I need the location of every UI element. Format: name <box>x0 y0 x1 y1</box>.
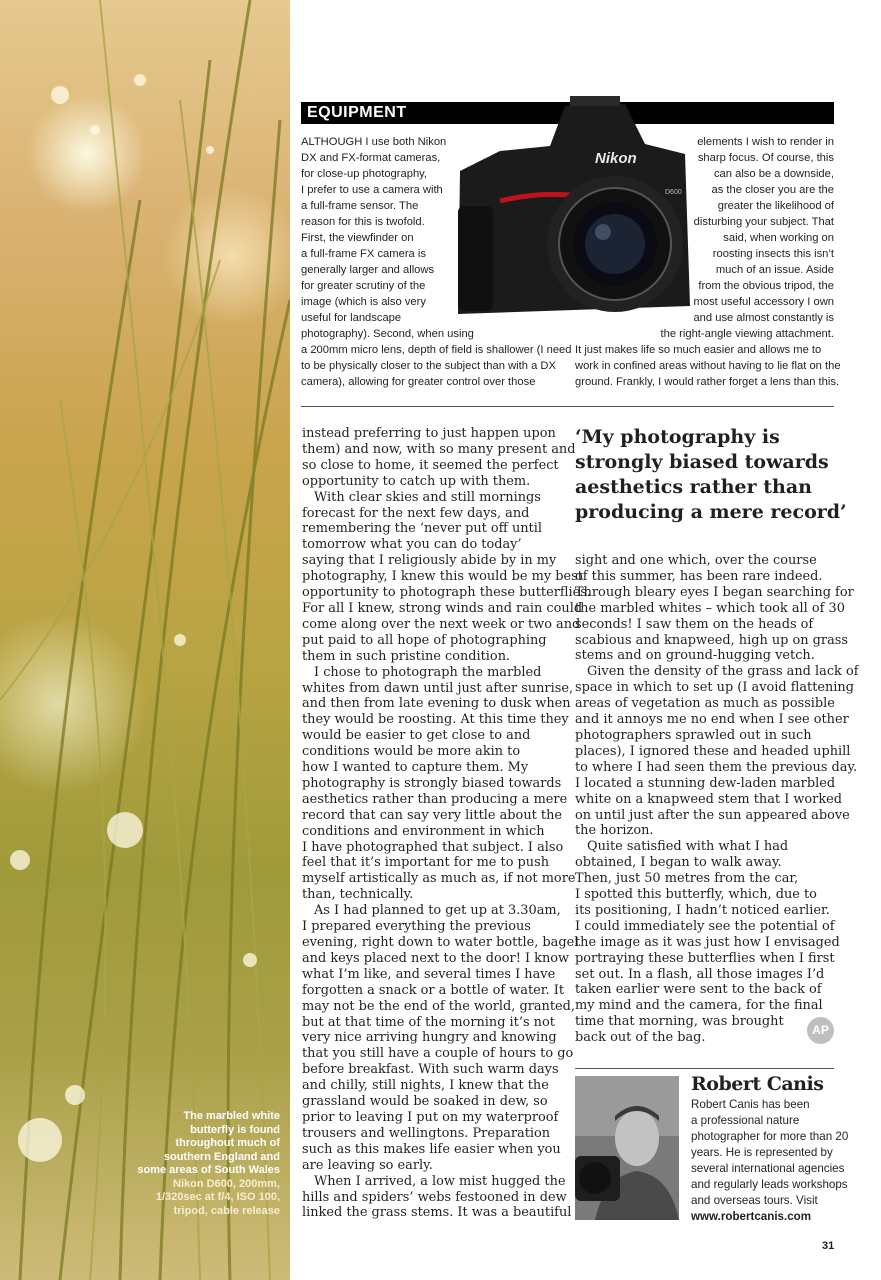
body-text-line: how I wanted to capture them. My <box>302 760 529 776</box>
body-text-line: hills and spiders’ webs festooned in dew <box>302 1189 567 1205</box>
author-divider <box>575 1068 834 1069</box>
body-text-line: seconds! I saw them on the heads of <box>575 616 814 632</box>
body-text-line: areas of vegetation as much as possible <box>575 696 835 712</box>
equipment-line: greater the likelihood of <box>717 200 834 212</box>
body-text-line: put paid to all hope of photographing <box>302 632 547 648</box>
author-bio <box>691 1097 848 1225</box>
caption-line: southern England and <box>163 1150 280 1163</box>
author-name: Robert Canis <box>691 1073 824 1095</box>
pull-quote-line: ‘My photography is <box>575 426 780 448</box>
equipment-line: said, when working on <box>723 232 834 244</box>
body-text-line: on until just after the sun appeared above <box>575 807 850 823</box>
equipment-text-right-bottom <box>575 342 841 390</box>
body-text-line: that you still have a couple of hours to go <box>302 1046 574 1062</box>
body-text-line: linked the grass stems. It was a beautiful <box>302 1205 572 1221</box>
body-text-line: come along over the next week or two and <box>302 616 581 632</box>
body-text-line: As I had planned to get up at 3.30am, <box>314 903 561 919</box>
body-text-line: photographers sprawled out in such <box>575 727 812 743</box>
equipment-line: ground. Frankly, I would rather forget a lens than this. <box>575 376 840 388</box>
body-text-line: they would be roosting. At this time they <box>302 712 569 728</box>
body-text-line: time that morning, was brought <box>575 1014 784 1030</box>
pull-quote-line: producing a mere record’ <box>575 501 847 523</box>
equipment-line: I prefer to use a camera with <box>301 184 443 196</box>
body-text-line: Given the density of the grass and lack of <box>587 664 859 680</box>
body-text-line: conditions would be more akin to <box>302 744 521 760</box>
equipment-line: and use almost constantly is <box>693 312 834 324</box>
equipment-heading: EQUIPMENT <box>307 104 407 121</box>
body-text-line: photography is strongly biased towards <box>302 775 562 791</box>
body-text-line: would be easier to get close to and <box>302 728 531 744</box>
caption-line: butterfly is found <box>190 1123 280 1136</box>
body-text-line: to where I had seen them the previous day. <box>575 759 858 775</box>
body-text-line: stems and on ground-hugging vetch. <box>575 648 815 664</box>
equipment-line: generally larger and allows <box>301 264 435 276</box>
body-text-line: trousers and wellingtons. Preparation <box>302 1125 551 1141</box>
equipment-line: image (which is also very <box>301 296 426 308</box>
author-bio-line: and overseas tours. Visit <box>691 1194 818 1207</box>
body-text-line: back out of the bag. <box>575 1030 706 1046</box>
body-text-line: than, technically. <box>302 887 414 903</box>
equipment-line: First, the viewfinder on <box>301 232 414 244</box>
body-text-line: what I’m like, and several times I have <box>302 966 556 982</box>
body-text-line: I have photographed that subject. I also <box>302 839 564 855</box>
body-text-line: instead preferring to just happen upon <box>302 426 556 441</box>
equipment-line: can also be a downside, <box>713 168 834 180</box>
body-text-line: aesthetics rather than producing a mere <box>302 791 568 807</box>
equipment-line: a full-frame sensor. The <box>301 200 419 212</box>
body-text-line: saying that I religiously abide by in my <box>302 553 557 569</box>
body-text-line: opportunity to catch up with them. <box>302 473 531 489</box>
photo-caption <box>80 1110 280 1218</box>
body-text-line: sight and one which, over the course <box>575 553 817 568</box>
body-text-line: scabious and knapweed, high up on grass <box>575 632 849 648</box>
body-column-right <box>575 553 859 1046</box>
equipment-line: work in confined areas without having to lie flat on the <box>575 360 841 372</box>
body-text-line: white on a knapweed stem that I worked <box>575 791 843 807</box>
equipment-line: for greater scrutiny of the <box>301 280 426 292</box>
equipment-line: a full-frame FX camera is <box>301 248 426 260</box>
body-text-line: and then from late evening to dusk when <box>302 696 571 712</box>
body-text-line: such as this makes life easier when you <box>302 1141 561 1157</box>
body-text-line: opportunity to photograph these butterflies. <box>302 585 591 601</box>
author-portrait-icon <box>575 1076 679 1220</box>
body-text-line: taken earlier were sent to the back of <box>575 982 822 998</box>
caption-line: some areas of South Wales <box>137 1164 280 1176</box>
equipment-line: a 200mm micro lens, depth of field is shallower (I need <box>301 344 572 356</box>
body-text-line: I prepared everything the previous <box>302 919 531 935</box>
equipment-line: reason for this is twofold. <box>301 216 425 228</box>
end-mark-badge: AP <box>807 1017 834 1044</box>
body-text-line: prior to leaving I put on my waterproof <box>302 1109 559 1125</box>
caption-line: The marbled white <box>183 1110 280 1122</box>
caption-spec-line: tripod, cable release <box>173 1204 280 1217</box>
body-text-line: conditions and environment in which <box>302 823 545 839</box>
body-text-line: evening, right down to water bottle, bagel <box>302 935 579 950</box>
body-text-line: photography, I knew this would be my best <box>302 569 583 585</box>
body-text-line: them) and now, with so many present and <box>302 441 576 457</box>
equipment-line: DX and FX-format cameras, <box>301 152 441 164</box>
equipment-line: It just makes life so much easier and allows me to <box>575 344 822 356</box>
grass-stems-graphic <box>0 0 290 1280</box>
body-text-line: Then, just 50 metres from the car, <box>575 871 799 887</box>
author-bio-line: a professional nature <box>691 1114 800 1127</box>
body-text-line: I spotted this butterfly, which, due to <box>575 887 817 903</box>
body-text-line: For all I knew, strong winds and rain could <box>302 600 583 616</box>
equipment-divider <box>301 406 834 407</box>
body-text-line: Quite satisfied with what I had <box>587 839 789 855</box>
equipment-line: photography). Second, when using <box>301 328 474 340</box>
equipment-line: camera), allowing for greater control over those <box>301 376 536 388</box>
body-text-line: record that can say very little about the <box>302 807 563 823</box>
body-text-line: may not be the end of the world, granted, <box>302 998 576 1014</box>
body-text-line: Through bleary eyes I began searching for <box>575 584 854 600</box>
body-text-line: forgotten a snack or a bottle of water. It <box>302 982 565 998</box>
equipment-line: sharp focus. Of course, this <box>697 152 834 164</box>
equipment-line: useful for landscape <box>301 312 402 324</box>
equipment-line: to be physically closer to the subject than with a DX <box>301 360 556 372</box>
body-text-line: set out. In a flash, all those images I’d <box>575 966 825 982</box>
equipment-line: as the closer you are the <box>711 184 834 196</box>
equipment-line: for close-up photography, <box>301 168 428 180</box>
body-text-line: and chilly, still nights, I knew that the <box>302 1078 549 1094</box>
body-text-line: my mind and the camera, for the final <box>575 998 823 1014</box>
body-text-line: feel that it’s important for me to push <box>302 855 550 871</box>
body-text-line: and keys placed next to the door! I know <box>302 950 570 966</box>
body-text-line: places), I ignored these and headed uphill <box>575 743 851 759</box>
butterfly-grass-photo <box>0 0 290 1280</box>
author-bio-line: several international agencies <box>691 1162 845 1175</box>
body-text-line: remembering the ‘never put off until <box>302 521 542 537</box>
body-text-line: whites from dawn until just after sunrise, <box>302 680 574 696</box>
camera-brand-text: Nikon <box>595 150 637 167</box>
equipment-line: ALTHOUGH I use both Nikon <box>301 136 447 148</box>
pull-quote <box>575 425 847 525</box>
nikon-camera-image <box>440 96 700 326</box>
body-text-line: so close to home, it seemed the perfect <box>302 457 559 473</box>
body-text-line: but at that time of the morning it’s not <box>302 1014 555 1030</box>
author-bio-line: years. He is represented by <box>691 1146 833 1159</box>
body-text-line: the marbled whites – which took all of 30 <box>575 600 845 616</box>
equipment-line: most useful accessory I own <box>693 296 834 308</box>
body-text-line: its positioning, I hadn’t noticed earlier. <box>575 902 830 918</box>
page-number: 31 <box>822 1240 835 1252</box>
body-text-line: and it annoys me no end when I see other <box>575 712 849 728</box>
body-text-line: obtained, I began to walk away. <box>575 855 782 871</box>
body-text-line: before breakfast. With such warm days <box>302 1062 559 1078</box>
body-text-line: the image as it was just how I envisaged <box>575 934 840 950</box>
body-text-line: I chose to photograph the marbled <box>314 664 542 680</box>
body-text-line: very nice arriving hungry and knowing <box>302 1030 557 1046</box>
body-text-line: forecast for the next few days, and <box>302 505 530 521</box>
author-bio-line: Robert Canis has been <box>691 1098 810 1111</box>
author-website-link[interactable]: www.robertcanis.com <box>691 1210 812 1223</box>
equipment-line: roosting insects this isn’t <box>712 248 834 260</box>
body-column-left <box>302 426 591 1221</box>
body-text-line: tomorrow what you can do today’ <box>302 537 522 553</box>
body-text-line: grassland would be soaked in dew, so <box>302 1094 548 1110</box>
pull-quote-line: aesthetics rather than <box>575 476 812 498</box>
caption-spec-line: Nikon D600, 200mm, <box>173 1177 280 1190</box>
body-text-line: portraying these butterflies when I first <box>575 950 835 966</box>
equipment-line: much of an issue. Aside <box>715 264 834 276</box>
author-bio-line: and regularly leads workshops <box>691 1178 848 1191</box>
caption-line: throughout much of <box>175 1137 280 1149</box>
body-text-line: them in such pristine condition. <box>302 648 511 664</box>
camera-model-text: D600 <box>665 189 682 196</box>
body-text-line: of this summer, has been rare indeed. <box>575 568 823 584</box>
body-text-line: the horizon. <box>575 823 654 839</box>
camera-icon <box>440 96 700 326</box>
equipment-line: elements I wish to render in <box>697 136 834 148</box>
body-text-line: are leaving so early. <box>302 1157 433 1173</box>
caption-spec-line: 1/320sec at f/4, ISO 100, <box>155 1191 280 1203</box>
pull-quote-line: strongly biased towards <box>575 451 829 473</box>
body-text-line: With clear skies and still mornings <box>314 489 541 505</box>
body-text-line: space in which to set up (I avoid flattening <box>575 680 854 696</box>
equipment-line: disturbing your subject. That <box>693 216 834 228</box>
body-text-line: When I arrived, a low mist hugged the <box>314 1173 566 1189</box>
body-text-line: I could immediately see the potential of <box>575 918 835 934</box>
body-text-line: I located a stunning dew-laden marbled <box>575 775 836 791</box>
body-text-line: myself artistically as much as, if not more <box>302 871 576 887</box>
author-photo <box>575 1076 679 1220</box>
equipment-line: from the obvious tripod, the <box>698 280 834 292</box>
author-bio-line: photographer for more than 20 <box>691 1130 849 1143</box>
equipment-line: the right-angle viewing attachment. <box>660 328 834 340</box>
equipment-text-left-bottom <box>301 342 572 390</box>
